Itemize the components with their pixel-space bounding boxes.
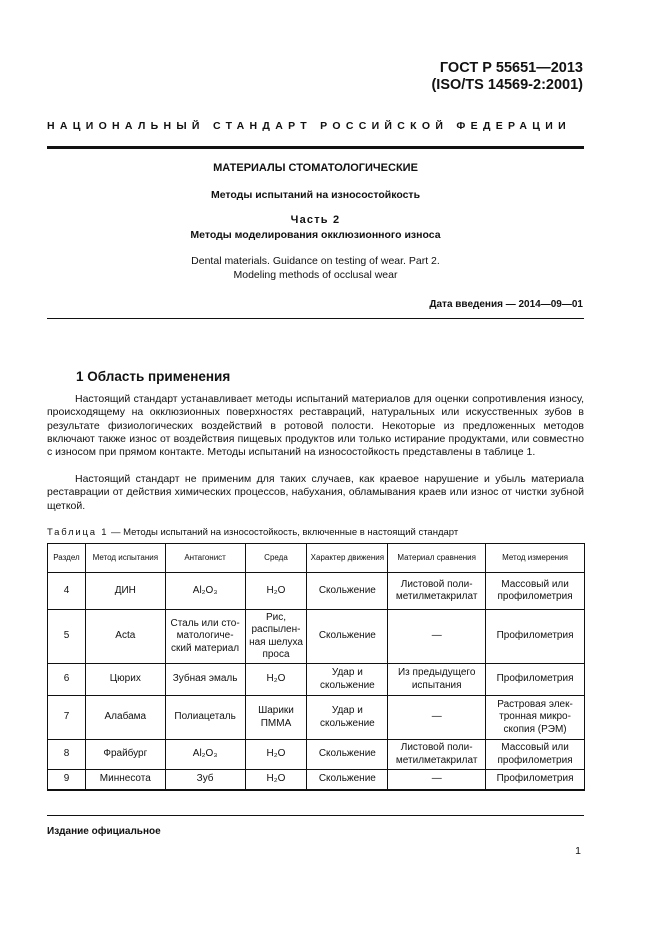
part-label: Часть 2 (290, 214, 341, 226)
introduction-date: Дата введения — 2014—09—01 (429, 299, 583, 310)
cell-reference: — (388, 770, 486, 790)
cell-section: 7 (48, 696, 86, 740)
header-method: Метод испытания (85, 544, 165, 573)
table-caption-text: — Методы испытаний на износостойкость, включенные в настоящий стандарт (108, 527, 459, 538)
iso-number: (ISO/TS 14569-2:2001) (431, 77, 583, 93)
english-title-line-1: Dental materials. Guidance on testing of wear. Part 2. (191, 255, 440, 267)
header-motion: Характер движения (307, 544, 388, 573)
cell-method: Миннесота (85, 770, 165, 790)
cell-medium: Рис, распылен-ная шелуха проса (245, 610, 307, 664)
edition-note: Издание официальное (47, 826, 161, 837)
footer-divider (47, 815, 584, 816)
part-title: Методы моделирования окклюзионного износа (190, 229, 441, 241)
cell-motion: Удар и скольжение (307, 696, 388, 740)
cell-medium: H₂O (245, 770, 307, 790)
cell-method: Алабама (85, 696, 165, 740)
national-standard-banner: НАЦИОНАЛЬНЫЙ СТАНДАРТ РОССИЙСКОЙ ФЕДЕРАЦИИ (47, 120, 571, 132)
cell-antagonist: Al₂O₃ (165, 740, 245, 770)
title-divider (47, 318, 584, 319)
cell-motion: Скольжение (307, 740, 388, 770)
cell-medium: H₂O (245, 664, 307, 696)
cell-section: 8 (48, 740, 86, 770)
table-row (48, 610, 585, 664)
english-title (47, 254, 584, 282)
document-title: МАТЕРИАЛЫ СТОМАТОЛОГИЧЕСКИЕ (213, 162, 418, 174)
table-header-row (48, 544, 585, 573)
cell-section: 5 (48, 610, 86, 664)
standard-number-block (431, 60, 583, 94)
cell-measurement: Массовый или профилометрия (486, 740, 585, 770)
document-subtitle: Методы испытаний на износостойкость (210, 189, 421, 201)
wear-methods-table (47, 543, 585, 791)
gost-number: ГОСТ Р 55651—2013 (439, 60, 583, 76)
cell-medium: Шарики ПММА (245, 696, 307, 740)
cell-antagonist: Зубная эмаль (165, 664, 245, 696)
cell-section: 4 (48, 573, 86, 610)
section-heading: 1 Область применения (76, 369, 231, 384)
table-row (48, 740, 585, 770)
english-title-line-2: Modeling methods of occlusal wear (233, 269, 398, 281)
header-reference: Материал сравнения (388, 544, 486, 573)
header-antagonist: Антагонист (165, 544, 245, 573)
header-measurement: Метод измерения (486, 544, 585, 573)
cell-antagonist: Al₂O₃ (165, 573, 245, 610)
cell-antagonist: Полиацеталь (165, 696, 245, 740)
table-row (48, 664, 585, 696)
cell-method: Фрайбург (85, 740, 165, 770)
cell-measurement: Растровая элек-тронная микро-скопия (РЭМ) (486, 696, 585, 740)
header-divider (47, 146, 584, 149)
cell-medium: H₂O (245, 740, 307, 770)
table-row (48, 770, 585, 790)
scope-paragraph-2: Настоящий стандарт не применим для таких случаев, как краевое нарушение и убыль материала реставрации от действия химических процессов, набухания, обламывания краев или износ от чистки зубной щеткой. (47, 473, 584, 512)
cell-method: Цюрих (85, 664, 165, 696)
cell-reference: — (388, 610, 486, 664)
cell-section: 6 (48, 664, 86, 696)
cell-reference: Из предыдущего испытания (388, 664, 486, 696)
header-section: Раздел (48, 544, 86, 573)
table-caption (47, 527, 458, 538)
header-medium: Среда (245, 544, 307, 573)
cell-method: ДИН (85, 573, 165, 610)
scope-paragraph-1: Настоящий стандарт устанавливает методы испытаний материалов для оценки сопротивления износу, происходящему на окклюзионных поверхностях реставраций, натуральных или искусственных зубов в результате физиологических воздействий в ротовой полости. Некоторые из предложенных методов включают также износ от воздействия пищевых продуктов или только истирание продуктами, или совместно с износом при прямом контакте. Методы испытаний на износостойкость представлены в таблице 1. (47, 393, 584, 459)
cell-medium: H₂O (245, 573, 307, 610)
cell-measurement: Профилометрия (486, 610, 585, 664)
cell-motion: Удар и скольжение (307, 664, 388, 696)
cell-motion: Скольжение (307, 573, 388, 610)
cell-motion: Скольжение (307, 770, 388, 790)
cell-antagonist: Зуб (165, 770, 245, 790)
cell-section: 9 (48, 770, 86, 790)
cell-reference: Листовой поли-метилметакрилат (388, 740, 486, 770)
table-caption-label: Таблица 1 (47, 527, 109, 538)
cell-reference: — (388, 696, 486, 740)
cell-measurement: Профилометрия (486, 664, 585, 696)
table-row (48, 696, 585, 740)
cell-measurement: Профилометрия (486, 770, 585, 790)
cell-method: Acta (85, 610, 165, 664)
cell-measurement: Массовый или профилометрия (486, 573, 585, 610)
cell-reference: Листовой поли-метилметакрилат (388, 573, 486, 610)
page-number: 1 (575, 845, 581, 857)
cell-motion: Скольжение (307, 610, 388, 664)
cell-antagonist: Сталь или сто-матологиче-ский материал (165, 610, 245, 664)
table-row (48, 573, 585, 610)
